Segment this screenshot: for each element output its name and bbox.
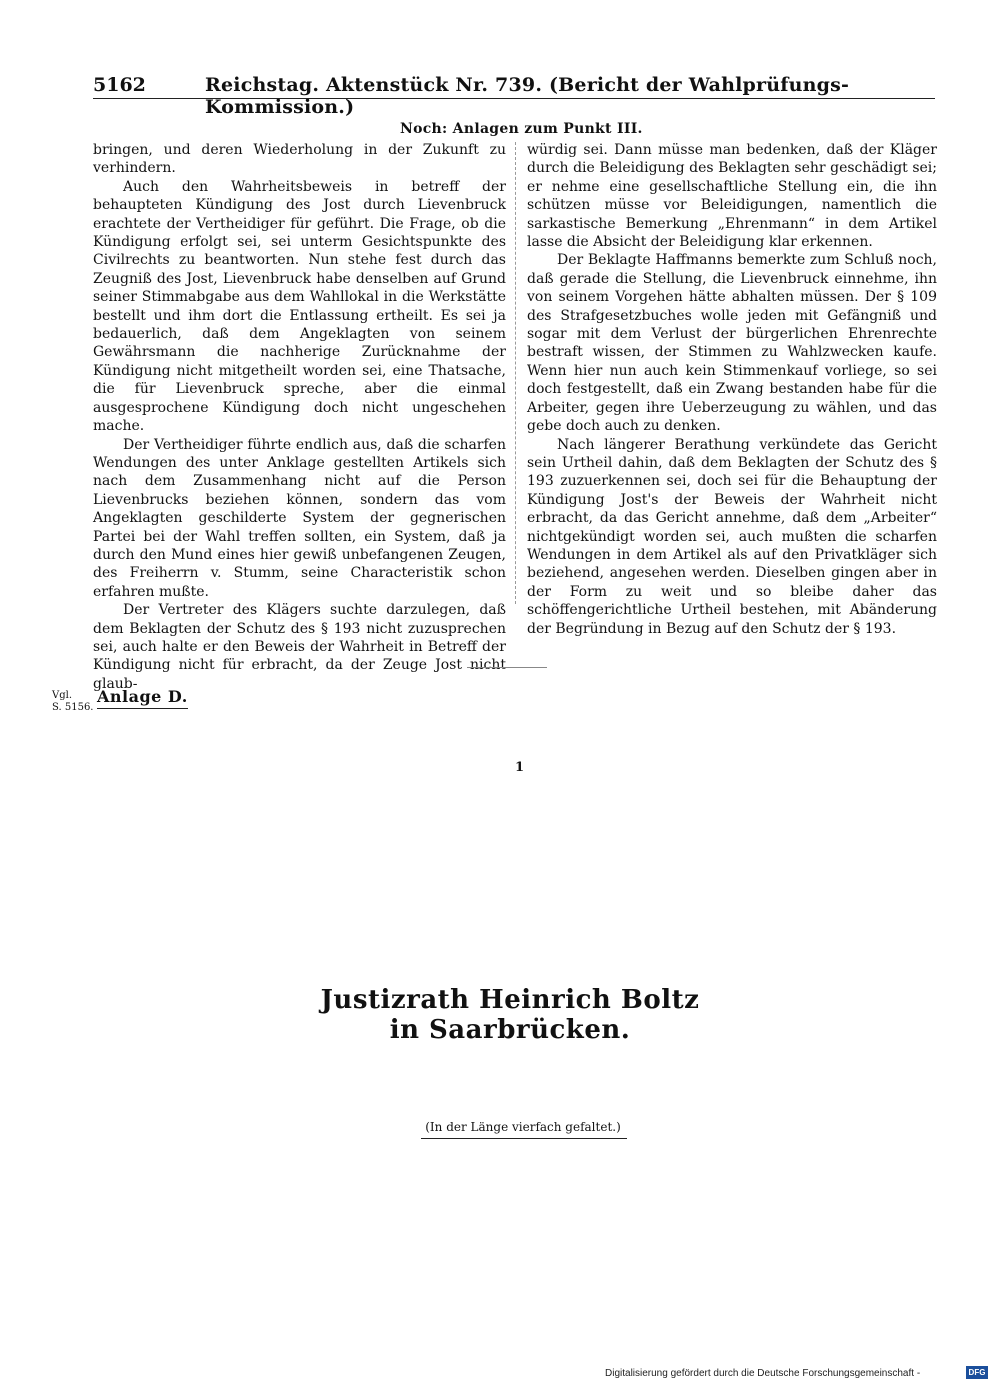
paragraph: würdig sei. Dann müsse man bedenken, daß der Kläger durch die Beleidigung des Beklagten sehr geschädigt sei; er nehme eine gesellschaftliche Stellung ein, die ihn schützen müsse vor Beleidigungen, namentlich die sarkastische Bemerkung „Ehrenmann“ in dem Artikel lasse die Absicht der Beleidigung klar erkennen.	[527, 142, 937, 251]
paragraph: Der Vertreter des Klägers suchte darzulegen, daß dem Beklagten der Schutz des § 193 nicht zuzusprechen sei, auch halte er den Beweis der Wahrheit in Betreff der Kündigung nicht für erbracht, da der Zeuge Jost nicht glaub-	[93, 602, 506, 692]
paragraph: Auch den Wahrheitsbeweis in betreff der behaupteten Kündigung des Jost durch Lievenbruck erachtete der Vertheidiger für geführt. Die Frage, ob die Kündigung erfolgt sei, sei unterm Gesichtspunkte des Civilrechts zu beantworten. Nun stehe fest durch das Zeugniß des Jost, Lievenbruck habe denselben auf Grund seiner Stimmabgabe aus dem Wahllokal in die Werkstätte bestellt und ihm dort die Entlassung ertheilt. Es sei ja bedauerlich, daß dem Angeklagten von seinem Gewährsmann die nachherige Zurücknahme der Kündigung nicht mitgetheilt worden sei, eine Thatsache, die für Lievenbruck spreche, aber die einmal ausgesprochene Kündigung doch nicht ungeschehen mache.	[93, 178, 506, 435]
name-block	[300, 985, 720, 1045]
right-column	[527, 141, 937, 638]
margin-note-line: S. 5156.	[52, 702, 94, 713]
margin-note-line: Vgl.	[52, 690, 72, 701]
page-number: 5162	[93, 74, 146, 96]
paragraph: Der Vertheidiger führte endlich aus, daß die scharfen Wendungen des unter Anklage gestellten Artikels sich nach dem Zusammenhang nicht auf die Person Lievenbrucks beziehen können, sondern das vom Angeklagten geschilderte System der gegnerischen Partei bei der Wahl treffen sollten, ein System, daß ja durch den Mund eines hier gewiß unbefangenen Zeugen, des Freiherrn v. Stumm, seine Characteristik schon erfahren mußte.	[93, 436, 506, 600]
paragraph: bringen, und deren Wiederholung in der Zukunft zu verhindern.	[93, 142, 506, 177]
fold-note-underline	[421, 1138, 627, 1139]
paragraph: Nach längerer Berathung verkündete das Gericht sein Urtheil dahin, daß dem Beklagten der Schutz des § 193 zuzuerkennen sei, doch sei für die Behauptung der Kündigung Jost's der Beweis der Wahrheit nicht erbracht, da das Gericht annehme, daß dem „Arbeiter“ nichtgekündigt worden sei, auch mußten die scharfen Wendungen in dem Artikel als auf den Privatkläger sich beziehend, angesehen werden. Dieselben gingen aber in der Form zu weit und so bleibe daher das schöffengerichtliche Urtheil bestehen, mit Abänderung der Begründung in Bezug auf den Schutz der § 193.	[527, 436, 937, 637]
paragraph: Der Beklagte Haffmanns bemerkte zum Schluß noch, daß gerade die Stellung, die Lievenbruck einnehme, ihn von seinem Vorgehen hätte abhalten müssen. Der § 109 des Strafgesetzbuches wolle jeden mit Gefängniß und sogar mit dem Verlust der bürgerlichen Ehrenrechte bestraft wissen, der Stimmen zu Wahlzwecken kaufe. Wenn hier nun auch kein Stimmenkauf vorliege, so sei doch festgestellt, daß ein Zwang bestanden habe für die Arbeiter, gegen ihre Ueberzeugung zu wählen, und das gebe doch auch zu denken.	[527, 252, 937, 435]
digitization-credit: Digitalisierung gefördert durch die Deutsche Forschungsgemeinschaft -	[605, 1368, 921, 1379]
place-line: in Saarbrücken.	[389, 1015, 631, 1045]
anlage-heading: Anlage D.	[97, 687, 188, 709]
left-column	[93, 141, 506, 693]
section-separator	[467, 667, 547, 668]
page-header	[93, 72, 935, 118]
fold-note: (In der Länge vierfach gefaltet.)	[425, 1120, 621, 1134]
column-divider	[515, 142, 516, 604]
dfg-logo: DFG	[966, 1366, 988, 1379]
header-rule	[93, 98, 935, 99]
anlage-page-number: 1	[515, 760, 525, 775]
name-line: Justizrath Heinrich Boltz	[320, 985, 700, 1015]
margin-note	[52, 690, 93, 714]
section-subheading: Noch: Anlagen zum Punkt III.	[400, 121, 643, 137]
running-title: Reichstag. Aktenstück Nr. 739. (Bericht der Wahlprüfungs-Kommission.)	[205, 74, 850, 118]
